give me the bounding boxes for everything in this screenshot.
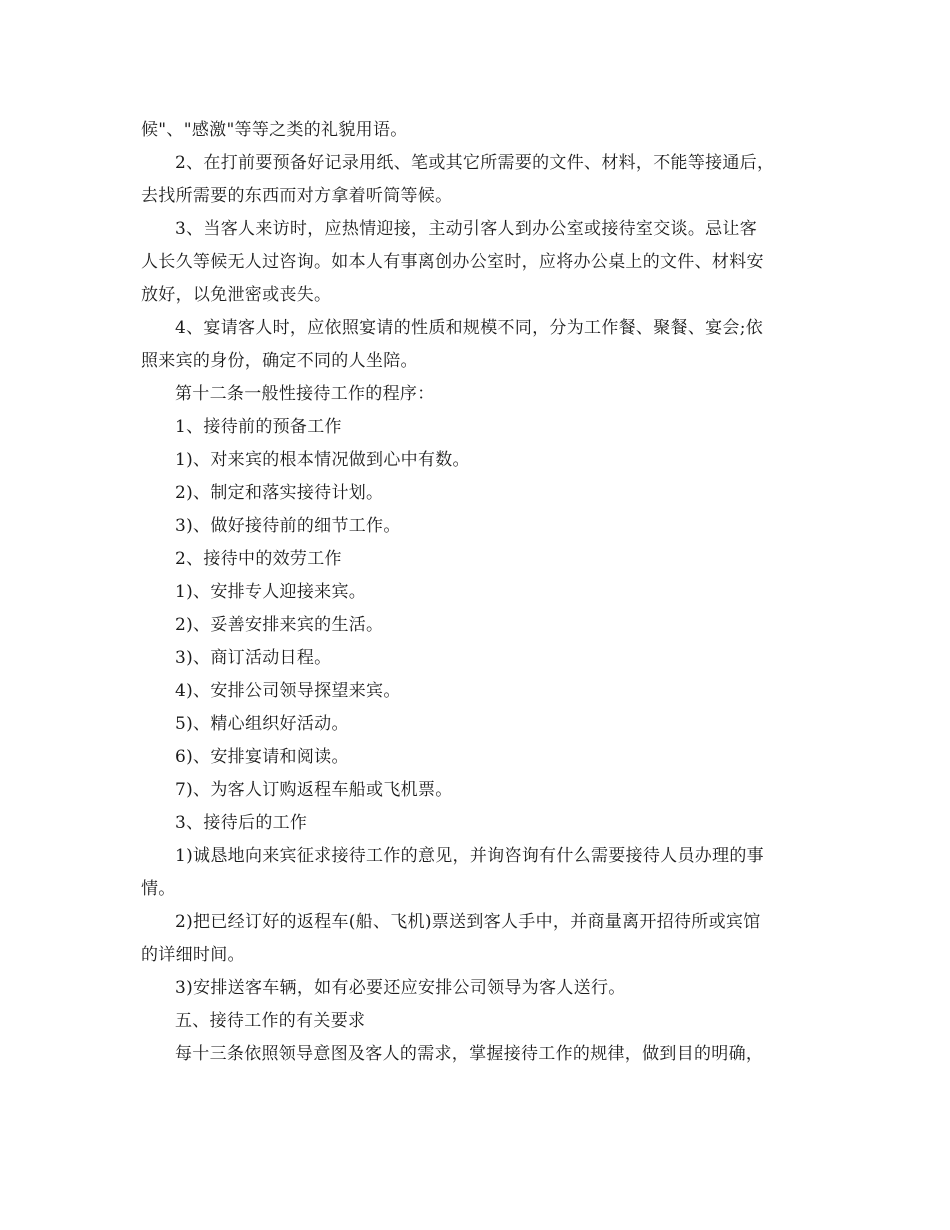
text-line: 每十三条依照领导意图及客人的需求，掌握接待工作的规律，做到目的明确，: [175, 1044, 764, 1064]
text-line: 候"、"感激"等等之类的礼貌用语。: [141, 120, 408, 140]
text-line: 1)、安排专人迎接来宾。: [175, 582, 367, 602]
text-line: 的详细时间。: [141, 945, 245, 965]
text-line: 2、接待中的效劳工作: [175, 549, 342, 569]
text-line: 4)、安排公司领导探望来宾。: [175, 681, 401, 701]
text-line: 2、在打前要预备好记录用纸、笔或其它所需要的文件、材料，不能等接通后，: [175, 153, 775, 173]
text-line: 2)把已经订好的返程车(船、飞机)票送到客人手中，并商量离开招待所或宾馆: [175, 912, 761, 932]
text-line: 1、接待前的预备工作: [175, 417, 342, 437]
text-line: 3、当客人来访时，应热情迎接，主动引客人到办公室或接待室交谈。忌让客: [175, 219, 758, 239]
text-line: 第十二条一般性接待工作的程序：: [175, 384, 435, 404]
text-line: 照来宾的身份，确定不同的人坐陪。: [141, 351, 418, 371]
text-line: 3)、商订活动日程。: [175, 648, 332, 668]
text-line: 2)、妥善安排来宾的生活。: [175, 615, 384, 635]
text-line: 6)、安排宴请和阅读。: [175, 747, 349, 767]
text-line: 5)、精心组织好活动。: [175, 714, 349, 734]
text-line: 3、接待后的工作: [175, 813, 308, 833]
text-line: 1)、对来宾的根本情况做到心中有数。: [175, 450, 470, 470]
text-line: 人长久等候无人过咨询。如本人有事离创办公室时，应将办公桌上的文件、材料安: [141, 252, 764, 272]
document-body: [141, 114, 813, 1071]
text-line: 4、宴请客人时，应依照宴请的性质和规模不同，分为工作餐、聚餐、宴会;依: [175, 318, 764, 338]
text-line: 放好，以免泄密或丧失。: [141, 285, 332, 305]
text-line: 2)、制定和落实接待计划。: [175, 483, 384, 503]
text-line: 7)、为客人订购返程车船或飞机票。: [175, 780, 453, 800]
text-line: 去找所需要的东西而对方拿着听筒等候。: [141, 186, 453, 206]
text-line: 情。: [141, 879, 176, 899]
text-line: 3)安排送客车辆，如有必要还应安排公司领导为客人送行。: [175, 978, 626, 998]
text-line: 1)诚恳地向来宾征求接待工作的意见，并询咨询有什么需要接待人员办理的事: [175, 846, 764, 866]
text-line: 五、接待工作的有关要求: [175, 1011, 366, 1031]
text-line: 3)、做好接待前的细节工作。: [175, 516, 401, 536]
